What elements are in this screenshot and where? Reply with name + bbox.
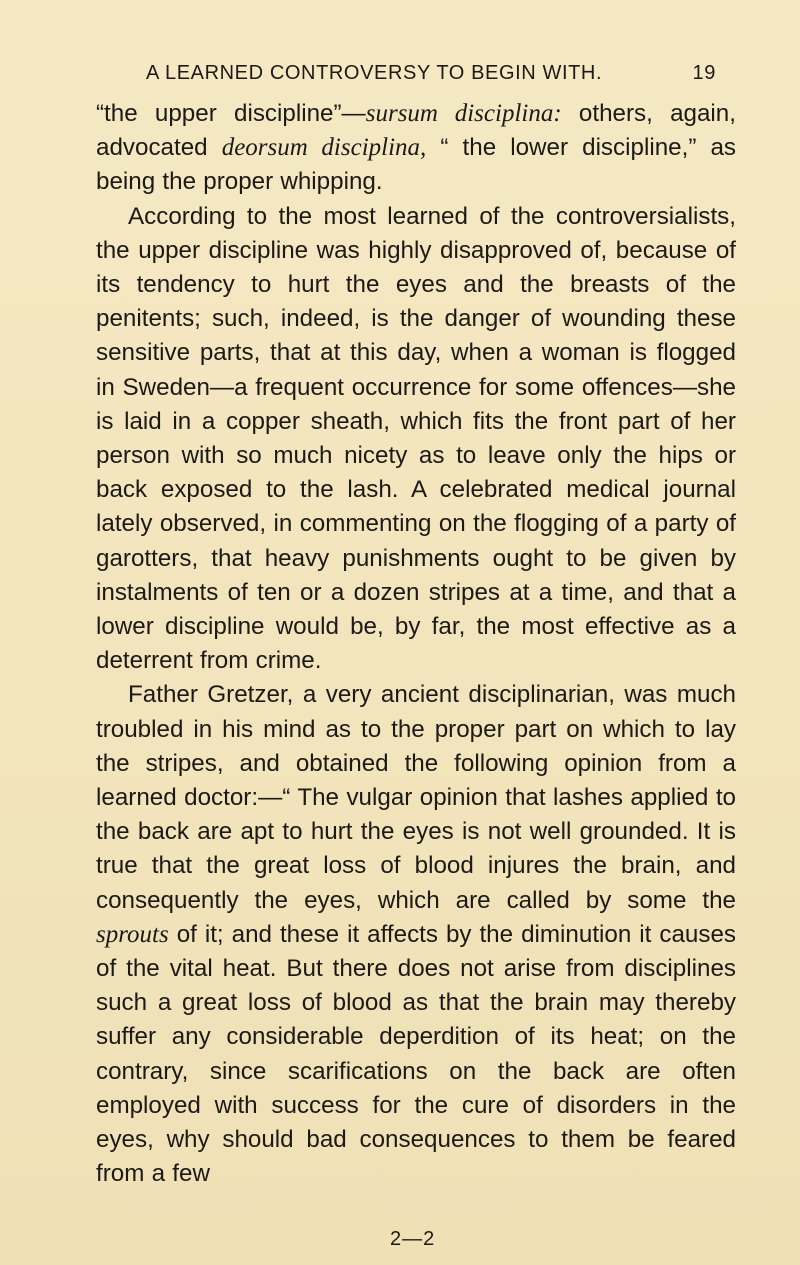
paragraph-1-text-b: others, again, advocated: [96, 100, 736, 162]
paragraph-1-italic-b: deorsum disciplina,: [221, 134, 427, 162]
paragraph-1-italic-a: sursum disciplina:: [365, 100, 562, 127]
running-head: [146, 62, 716, 92]
paragraph-3: [96, 678, 736, 1191]
body-text: [96, 97, 736, 1192]
paragraph-1-text-c: “ the lower discipline,” as being the proper whipping.: [96, 134, 737, 196]
paragraph-2: According to the most learned of the controversialists, the upper discipline was highly disapproved of, because of its tendency to hurt the eyes and the breasts of the penitents; such, indeed, is the danger of wounding these sensitive parts, that at this day, when a woman is flogged in Sweden—a frequent occurrence for some offences—she is laid in a copper sheath, which fits the front part of her person with so much nicety as to leave only the hips or back exposed to the lash. A celebrated medical journal lately observed, in commenting on the flogging of a party of garotters, that heavy punishments ought to be given by instalments of ten or a dozen stripes at a time, and that a lower discipline would be, by far, the most effective as a deterrent from crime.: [96, 202, 736, 675]
signature-mark: 2—2: [390, 1228, 436, 1250]
paragraph-3-italic-a: sprouts: [96, 920, 169, 948]
paragraph-1: [96, 97, 736, 200]
paragraph-1-text-a: “the upper discipline”—: [96, 100, 366, 127]
paragraph-3-text-a: Father Gretzer, a very ancient disciplinarian, was much troubled in his mind as to the proper part on which to lay the stripes, and obtained the following opinion from a learned doctor:—“ The vulgar opinion that lashes applied to the back are apt to hurt the eyes is not well grounded. It is true that the great loss of blood injures the brain, and consequently the eyes, which are called by some the: [96, 681, 736, 914]
page-number: 19: [692, 62, 716, 84]
running-head-title: A LEARNED CONTROVERSY TO BEGIN WITH.: [146, 62, 603, 84]
paragraph-3-text-b: of it; and these it affects by the diminution it causes of the vital heat. But there does not arise from disciplines such a great loss of blood as that the brain may thereby suffer any considerable deperdition of its heat; on the contrary, since scarifications on the back are often employed with success for the cure of disorders in the eyes, why should bad consequences to them be feared from a few: [96, 920, 736, 1188]
